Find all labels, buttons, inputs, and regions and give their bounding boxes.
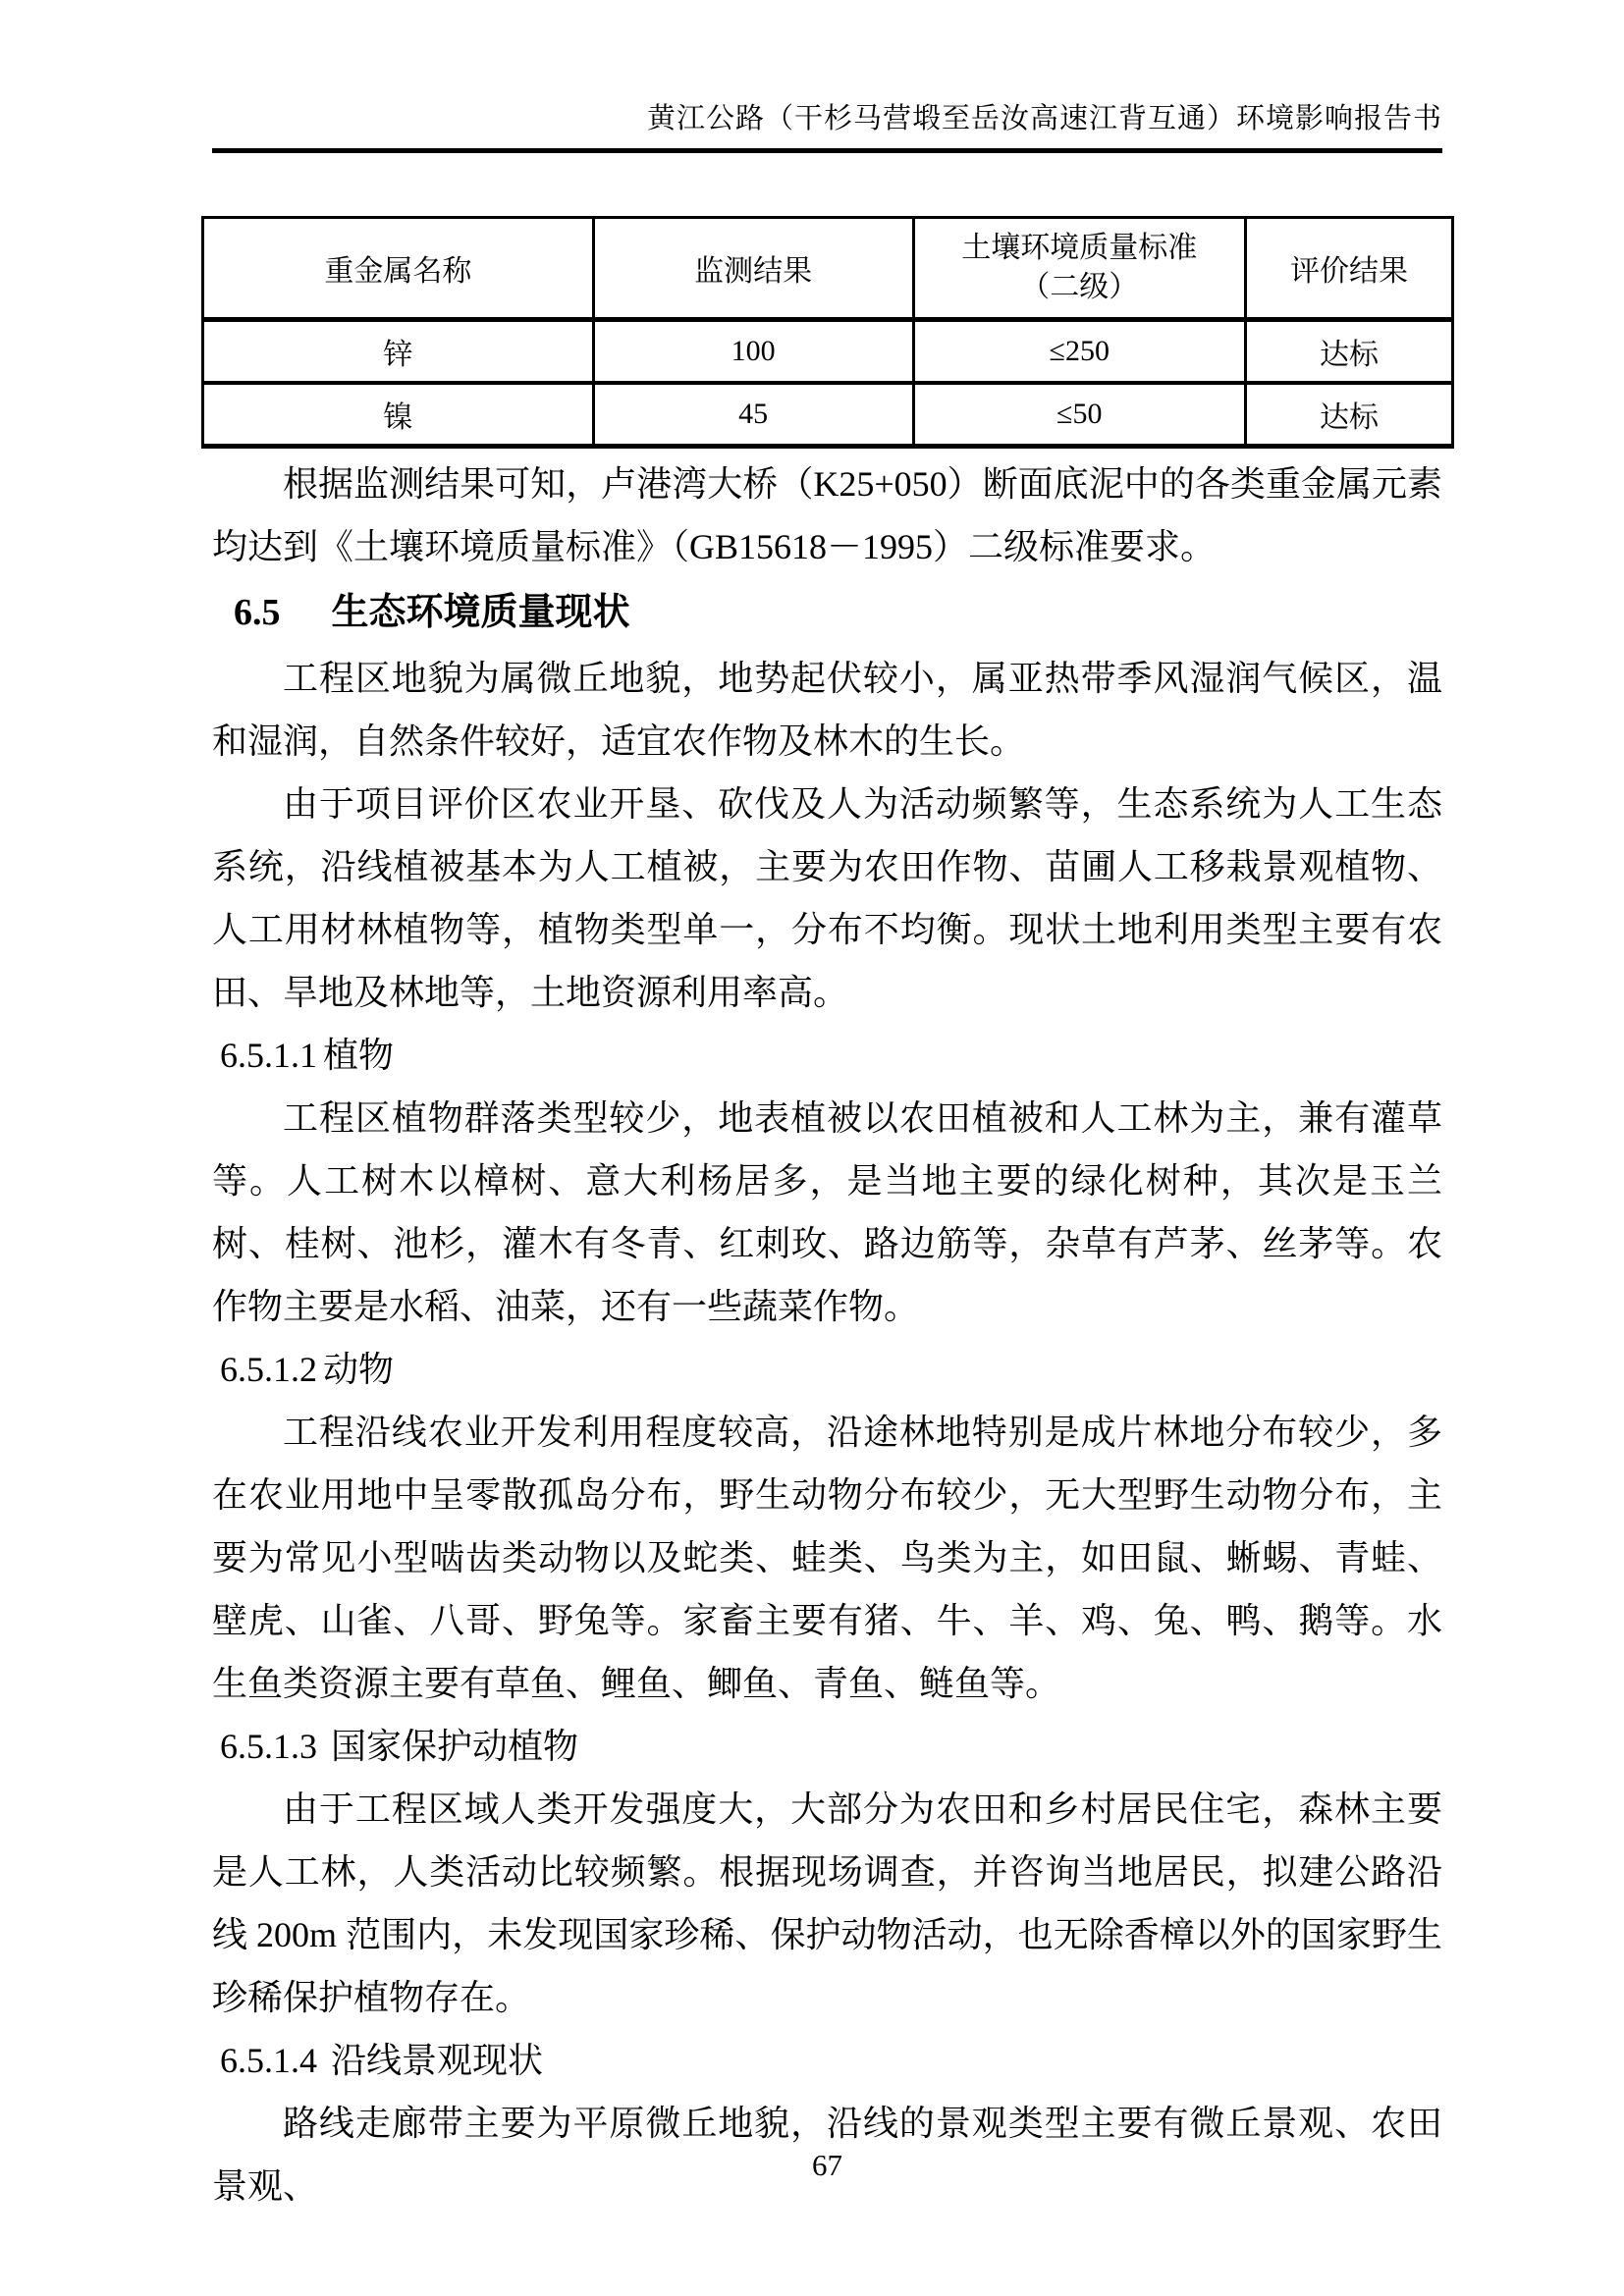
section-title: 沿线景观现状 xyxy=(331,2041,544,2080)
paragraph-protected-species: 由于工程区域人类开发强度大，大部分为农田和乡村居民住宅，森林主要是人工林，人类活动比较频繁。根据现场调查，并咨询当地居民，拟建公路沿线 200m 范围内，未发现国家珍稀、保护动物活动，也无除香樟以外的国家野生珍稀保护植物存在。 xyxy=(212,1789,1442,2017)
col-header-monitor-result: 监测结果 xyxy=(593,218,913,320)
section-title: 植物 xyxy=(323,1036,395,1075)
section-heading-6-5 xyxy=(212,578,1442,647)
section-number: 6.5 xyxy=(234,592,281,633)
paragraph-monitoring-conclusion: 根据监测结果可知，卢港湾大桥（K25+050）断面底泥中的各类重金属元素均达到《土壤环境质量标准》（GB15618－1995）二级标准要求。 xyxy=(212,464,1442,566)
col-header-metal-name: 重金属名称 xyxy=(203,218,594,320)
cell-soil-standard: ≤250 xyxy=(913,320,1245,384)
cell-metal-name: 镍 xyxy=(203,383,594,447)
header-rule xyxy=(212,148,1442,153)
table-row-nickel xyxy=(203,383,1453,447)
section-title: 动物 xyxy=(323,1350,395,1389)
col-header-eval-result: 评价结果 xyxy=(1245,218,1452,320)
soil-standard-line2: （二级） xyxy=(1020,271,1139,303)
paragraph-plants: 工程区植物群落类型较少，地表植被以农田植被和人工林为主，兼有灌草等。人工树木以樟树、意大利杨居多，是当地主要的绿化树种，其次是玉兰树、桂树、池杉，灌木有冬青、红刺玫、路边筋等，杂草有芦茅、丝茅等。农作物主要是水稻、油菜，还有一些蔬菜作物。 xyxy=(212,1098,1442,1326)
section-title: 生态环境质量现状 xyxy=(331,592,630,633)
section-heading-6-5-1-3 xyxy=(212,1715,1442,1778)
section-number: 6.5.1.3 xyxy=(220,1727,317,1766)
heavy-metal-table xyxy=(201,216,1454,449)
section-title: 国家保护动植物 xyxy=(331,1727,579,1766)
section-heading-6-5-1-2 xyxy=(212,1338,1442,1401)
paragraph-terrain: 工程区地貌为属微丘地貌，地势起伏较小，属亚热带季风湿润气候区，温和湿润，自然条件较好，适宜农作物及林木的生长。 xyxy=(212,659,1442,761)
cell-monitor-result: 100 xyxy=(593,320,913,384)
paragraph-animals: 工程沿线农业开发利用程度较高，沿途林地特别是成片林地分布较少，多在农业用地中呈零散孤岛分布，野生动物分布较少，无大型野生动物分布，主要为常见小型啮齿类动物以及蛇类、蛙类、鸟类为主，如田鼠、蜥蜴、青蛙、壁虎、山雀、八哥、野兔等。家畜主要有猪、牛、羊、鸡、兔、鸭、鹅等。水生鱼类资源主要有草鱼、鲤鱼、鲫鱼、青鱼、鲢鱼等。 xyxy=(212,1413,1442,1703)
section-heading-6-5-1-1 xyxy=(212,1024,1442,1087)
section-number: 6.5.1.4 xyxy=(220,2041,317,2080)
section-number: 6.5.1.1 xyxy=(220,1036,317,1075)
paragraph-landscape: 路线走廊带主要为平原微丘地貌，沿线的景观类型主要有微丘景观、农田景观、 xyxy=(212,2104,1442,2206)
header-title: 黄江公路（干杉马营塅至岳汝高速江背互通）环境影响报告书 xyxy=(646,103,1442,134)
body-text xyxy=(212,453,1442,2217)
page-content xyxy=(212,216,1442,2217)
cell-monitor-result: 45 xyxy=(593,383,913,447)
table-header-row xyxy=(203,218,1453,320)
section-number: 6.5.1.2 xyxy=(220,1350,317,1389)
table-row-zinc xyxy=(203,320,1453,384)
soil-standard-line1: 土壤环境质量标准 xyxy=(961,232,1198,264)
cell-metal-name: 锌 xyxy=(203,320,594,384)
cell-eval-result: 达标 xyxy=(1245,383,1452,447)
page-header xyxy=(212,96,1442,136)
cell-soil-standard: ≤50 xyxy=(913,383,1245,447)
paragraph-ecosystem: 由于项目评价区农业开垦、砍伐及人为活动频繁等，生态系统为人工生态系统，沿线植被基本为人工植被，主要为农田作物、苗圃人工移栽景观植物、人工用材林植物等，植物类型单一，分布不均衡。现状土地利用类型主要有农田、旱地及林地等，土地资源利用率高。 xyxy=(212,784,1442,1012)
section-heading-6-5-1-4 xyxy=(212,2029,1442,2092)
page-number: 67 xyxy=(812,2148,842,2182)
cell-eval-result: 达标 xyxy=(1245,320,1452,384)
col-header-soil-standard xyxy=(913,218,1245,320)
